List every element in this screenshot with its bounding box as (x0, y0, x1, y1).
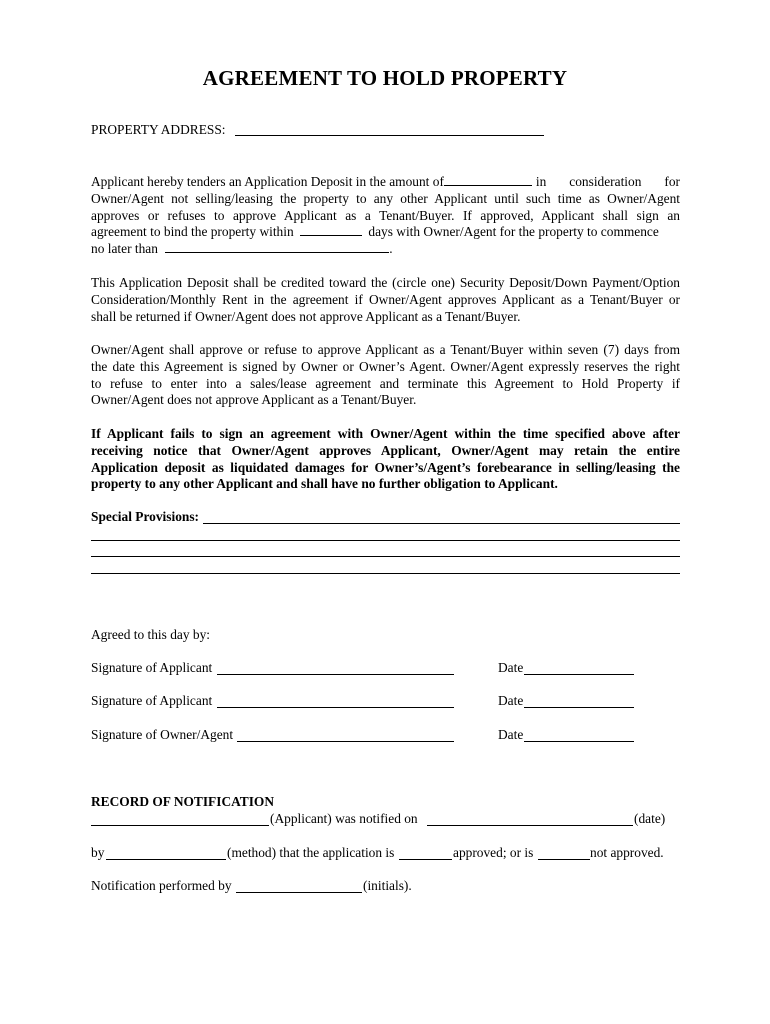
by-text: by (91, 845, 105, 860)
deposit-paragraph (91, 174, 680, 258)
applicant-signature-field-2[interactable] (217, 707, 454, 708)
date-field-3[interactable] (524, 741, 634, 742)
deposit-line-3: approves or refuses to approve Applicant as a Tenant/Buyer. If approved, Applicant shall sign an (91, 207, 680, 223)
method-field[interactable] (106, 859, 226, 860)
credit-paragraph (91, 275, 680, 325)
credit-line-3: shall be returned if Owner/Agent does not approve Applicant as a Tenant/Buyer. (91, 308, 521, 324)
forfeit-line-1: If Applicant fails to sign an agreement with Owner/Agent within the time specified above after (91, 426, 680, 441)
date-suffix-text: (date) (634, 811, 666, 826)
special-provisions-label: Special Provisions: (91, 509, 200, 524)
approval-line-2: the date this Agreement is signed by Owner or Owner’s Agent. Owner/Agent expressly reserves the right (91, 358, 680, 374)
date-label-3: Date (498, 727, 524, 742)
performed-by-text: Notification performed by (91, 878, 232, 893)
deposit-line-2: Owner/Agent not selling/leasing the property to any other Applicant until such time as Owner/Agent (91, 190, 680, 206)
approval-line-4: Owner/Agent does not approve Applicant as a Tenant/Buyer. (91, 392, 417, 408)
period: . (389, 241, 393, 257)
credit-line-1: This Application Deposit shall be credited toward the (circle one) Security Deposit/Down Payment/Option (91, 275, 680, 290)
forfeit-paragraph (91, 426, 680, 493)
deposit-text-start: Applicant hereby tenders an Application Deposit in the amount of (91, 174, 444, 189)
approved-field[interactable] (399, 859, 452, 860)
applicant-signature-label-1: Signature of Applicant (91, 660, 213, 675)
date-label-1: Date (498, 660, 524, 675)
approved-text: approved; or is (453, 845, 534, 860)
deposit-line-1 (91, 174, 680, 191)
deposit-line-4 (91, 224, 680, 241)
applicant-name-field[interactable] (91, 825, 269, 826)
notified-on-text: (Applicant) was notified on (270, 811, 418, 826)
special-provisions-line-2[interactable] (91, 540, 680, 541)
not-approved-text: not approved. (590, 845, 664, 860)
deposit-line-5 (91, 241, 680, 258)
bind-days-text: agreement to bind the property within (91, 224, 294, 240)
applicant-signature-field-1[interactable] (217, 674, 454, 675)
date-field-2[interactable] (524, 707, 634, 708)
property-address-label: PROPERTY ADDRESS: (91, 122, 226, 137)
bind-days-blank[interactable] (300, 224, 362, 236)
credit-line-2: Consideration/Monthly Rent in the agreement if Owner/Agent approves Applicant as a Tenant/Buyer or (91, 291, 680, 307)
date-label-2: Date (498, 693, 524, 708)
approval-line-3: to refuse to enter into a sales/lease agreement and terminate this Agreement to Hold Property if (91, 375, 680, 391)
record-heading: RECORD OF NOTIFICATION (91, 794, 275, 809)
no-later-than-text: no later than (91, 241, 158, 257)
deposit-text-end: in consideration for (535, 174, 680, 189)
special-provisions-line-4[interactable] (91, 573, 680, 574)
special-provisions-line-3[interactable] (91, 556, 680, 557)
commence-text: days with Owner/Agent for the property to commence (368, 224, 659, 240)
method-text: (method) that the application is (227, 845, 395, 860)
forfeit-line-3: Application deposit as liquidated damages for Owner’s/Agent’s forebearance in selling/leasing the (91, 459, 680, 475)
agreed-label: Agreed to this day by: (91, 627, 211, 642)
approval-line-1: Owner/Agent shall approve or refuse to approve Applicant as a Tenant/Buyer within seven (7) days from (91, 342, 680, 357)
deposit-amount-blank[interactable] (444, 174, 532, 186)
forfeit-line-4: property to any other Applicant and shall have no further obligation to Applicant. (91, 476, 558, 492)
initials-text: (initials). (363, 878, 412, 893)
date-field-1[interactable] (524, 674, 634, 675)
not-approved-field[interactable] (538, 859, 590, 860)
owner-agent-signature-field[interactable] (237, 741, 454, 742)
approval-paragraph (91, 342, 680, 409)
forfeit-line-2: receiving notice that Owner/Agent approves Applicant, Owner/Agent may retain the entire (91, 442, 680, 458)
special-provisions-line-1[interactable] (203, 523, 680, 524)
commence-date-blank[interactable] (165, 241, 389, 253)
initials-field[interactable] (236, 892, 362, 893)
notified-date-field[interactable] (427, 825, 633, 826)
applicant-signature-label-2: Signature of Applicant (91, 693, 213, 708)
owner-agent-signature-label: Signature of Owner/Agent (91, 727, 234, 742)
document-title: AGREEMENT TO HOLD PROPERTY (202, 66, 568, 90)
property-address-field[interactable] (235, 135, 544, 136)
